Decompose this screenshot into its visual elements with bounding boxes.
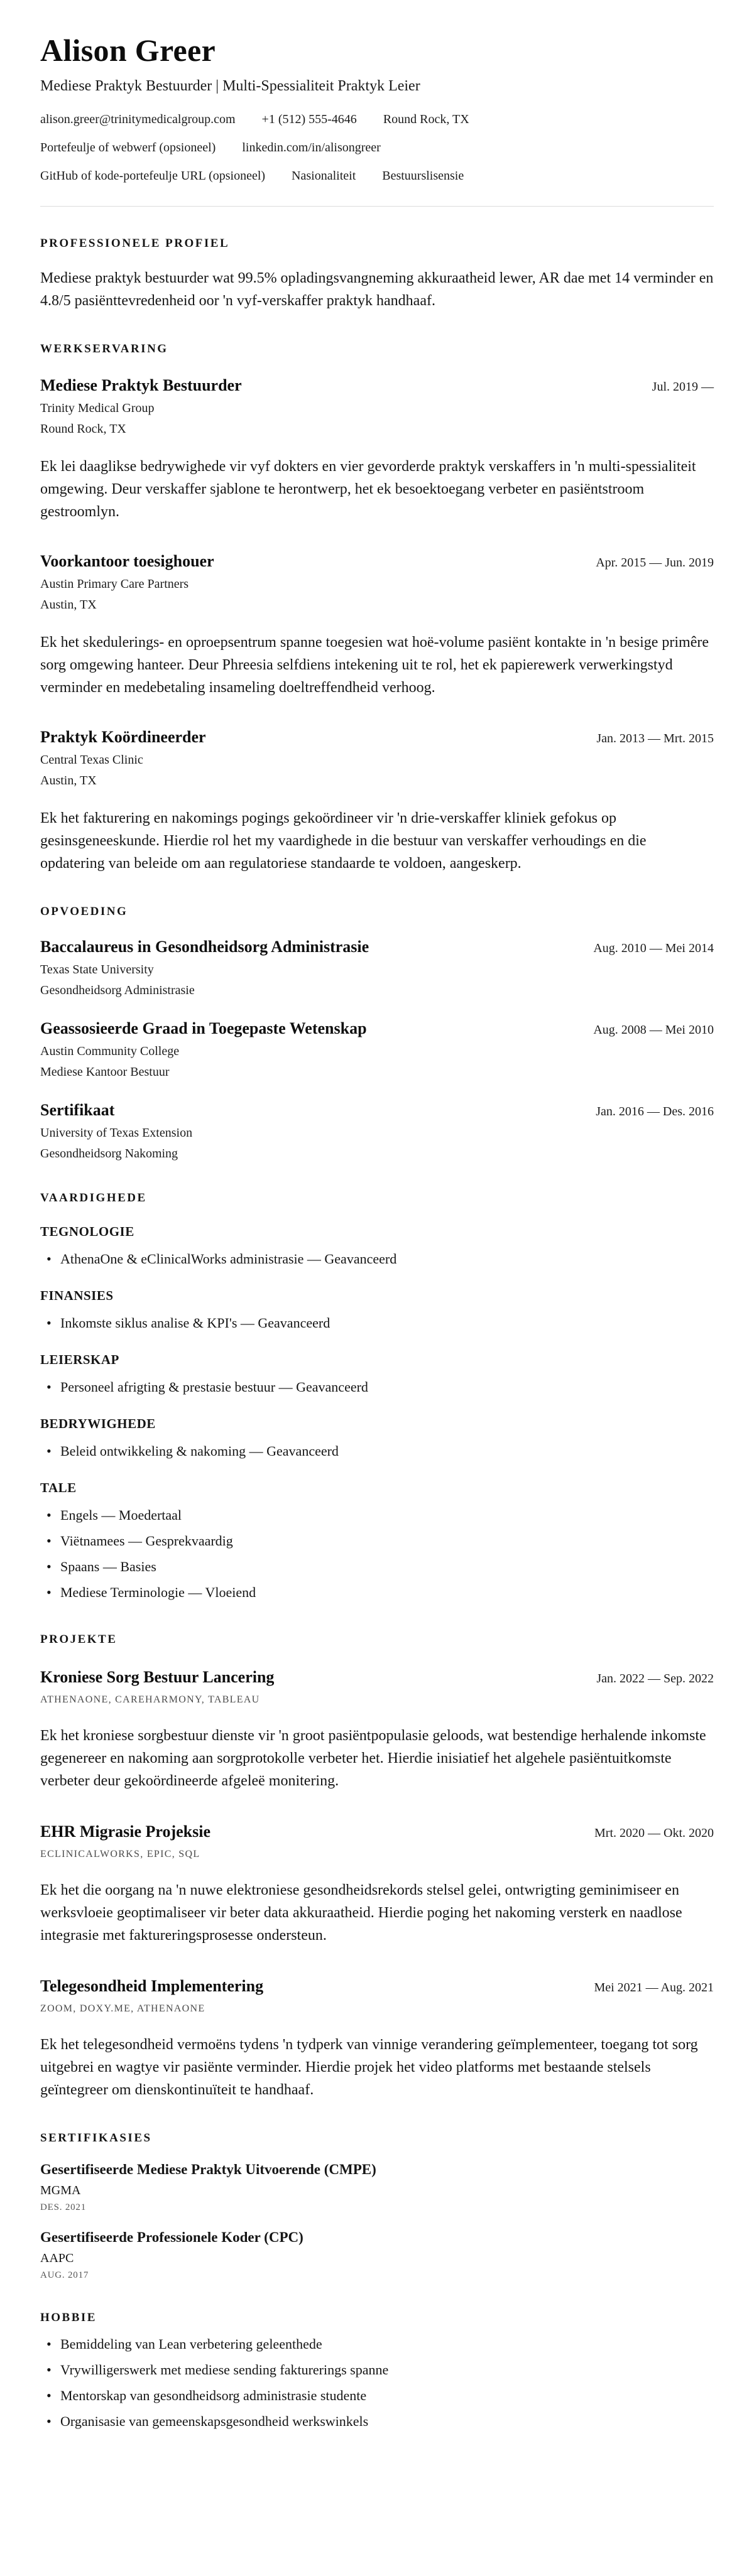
hobby-item: • Organisasie van gemeenskapsgesondheid werkswinkels [40, 2411, 714, 2432]
section-projects [40, 1633, 714, 2101]
section-certifications [40, 2131, 714, 2281]
skill-group-label: TEGNOLOGIE [40, 1224, 134, 1239]
education-dates: Aug. 2010 — Mei 2014 [593, 941, 714, 955]
profile-heading: PROFESSIONELE PROFIEL [40, 237, 230, 250]
skill-item: • Inkomste siklus analise & KPI's — Geavanceerd [40, 1312, 714, 1333]
location-text: Round Rock, TX [383, 112, 469, 126]
project-dates: Mei 2021 — Aug. 2021 [594, 1981, 714, 1994]
field-of-study: Mediese Kantoor Bestuur [40, 1065, 170, 1079]
degree-title: Sertifikaat [40, 1101, 115, 1119]
skill-item: • Personeel afrigting & prestasie bestuur — Geavanceerd [40, 1377, 714, 1397]
job-company: Trinity Medical Group [40, 401, 155, 415]
degree-title: Baccalaureus in Gesondheidsorg Administrasie [40, 938, 369, 956]
project-dates: Jan. 2022 — Sep. 2022 [596, 1672, 714, 1686]
skill-group-label: BEDRYWIGHEDE [40, 1416, 156, 1431]
language-list [40, 1505, 714, 1603]
education-dates: Jan. 2016 — Des. 2016 [596, 1105, 714, 1118]
language-item: • Mediese Terminologie — Vloeiend [40, 1582, 714, 1603]
skill-group [40, 1224, 714, 1269]
contact-row-2 [40, 141, 714, 155]
section-hobbies [40, 2311, 714, 2432]
section-profile [40, 237, 714, 312]
linkedin-text: linkedin.com/in/alisongreer [242, 141, 381, 154]
job-title: Mediese Praktyk Bestuurder [40, 376, 242, 394]
hobby-item: • Bemiddeling van Lean verbetering geleenthede [40, 2334, 714, 2354]
job-location: Austin, TX [40, 598, 97, 612]
skill-list [40, 1248, 714, 1269]
skill-list [40, 1377, 714, 1397]
job-company: Austin Primary Care Partners [40, 577, 189, 591]
skill-group-label: TALE [40, 1480, 77, 1495]
certification-title: Gesertifiseerde Professionele Koder (CPC) [40, 2229, 303, 2245]
skill-group [40, 1288, 714, 1333]
project-entry [40, 1822, 714, 1947]
experience-entry [40, 376, 714, 523]
project-description: Ek het die oorgang na 'n nuwe elektroniese gesondheidsrekords stelsel gelei, ontwrigting geminimiseer en werksvloeie geoptimaliseer vir beter data akkuraatheid. Hierdie poging het nakoming versterk en naadlose integrasie met faktureringsprosesse ondersteun. [40, 1882, 682, 1944]
job-title: Voorkantoor toesighouer [40, 552, 214, 570]
school-name: Texas State University [40, 963, 154, 977]
job-title: Praktyk Koördineerder [40, 728, 206, 746]
project-title: Kroniese Sorg Bestuur Lancering [40, 1668, 275, 1686]
project-tools: ATHENAONE, CAREHARMONY, TABLEAU [40, 1694, 260, 1705]
degree-title: Geassosieerde Graad in Toegepaste Wetenskap [40, 1019, 367, 1037]
resume-header [40, 33, 714, 183]
job-dates: Jan. 2013 — Mrt. 2015 [596, 732, 714, 745]
education-entry [40, 1101, 714, 1161]
language-item: • Spaans — Basies [40, 1556, 714, 1577]
candidate-headline: Mediese Praktyk Bestuurder | Multi-Spessialiteit Praktyk Leier [40, 78, 420, 94]
job-description: Ek het skedulerings- en oproepsentrum spanne toegesien wat hoë-volume pasiënt kontakte in 'n besige primêre sorg omgewing hanteer. Deur Phreesia selfdiens intekening uit te rol, het ek papierewerk verwerkingstyd verminder en medebetaling insameling doeltreffendheid verhoog. [40, 634, 709, 696]
certification-org: MGMA [40, 2184, 81, 2197]
certification-entry [40, 2229, 714, 2281]
job-company: Central Texas Clinic [40, 753, 143, 767]
candidate-name: Alison Greer [40, 33, 216, 68]
project-title: Telegesondheid Implementering [40, 1977, 264, 1995]
language-item: • Engels — Moedertaal [40, 1505, 714, 1525]
experience-entry-head [40, 728, 714, 747]
skill-group-label: FINANSIES [40, 1288, 114, 1303]
certification-title: Gesertifiseerde Mediese Praktyk Uitvoerende (CMPE) [40, 2162, 376, 2177]
drivers-license-label: Bestuurslisensie [382, 169, 464, 183]
education-entry-head [40, 1101, 714, 1120]
project-entry [40, 1668, 714, 1792]
certification-date: DES. 2021 [40, 2202, 87, 2212]
education-dates: Aug. 2008 — Mei 2010 [593, 1023, 714, 1037]
projects-heading: PROJEKTE [40, 1633, 117, 1646]
certifications-heading: SERTIFIKASIES [40, 2131, 152, 2145]
education-entry [40, 938, 714, 998]
skill-group [40, 1352, 714, 1397]
portfolio-placeholder-text: Portefeulje of webwerf (opsioneel) [40, 141, 216, 154]
skill-group [40, 1416, 714, 1461]
job-dates: Apr. 2015 — Jun. 2019 [596, 556, 714, 570]
education-entry [40, 1019, 714, 1080]
field-of-study: Gesondheidsorg Administrasie [40, 983, 195, 997]
education-entry-head [40, 938, 714, 956]
github-placeholder-text: GitHub of kode-portefeulje URL (opsioneel) [40, 169, 266, 183]
job-description: Ek het fakturering en nakomings pogings gekoördineer vir 'n drie-verskaffer kliniek gefokus op gesinsgeneeskunde. Hierdie rol het my vaardighede in die bestuur van verskaffer verhoudings en die opdatering van beleide om aan regulatoriese standaarde te voldoen, aangeskerp. [40, 810, 647, 872]
hobby-item: • Mentorskap van gesondheidsorg administrasie studente [40, 2385, 714, 2406]
section-skills [40, 1191, 714, 1603]
job-location: Round Rock, TX [40, 422, 126, 436]
experience-entry-head [40, 376, 714, 395]
experience-entry-head [40, 552, 714, 571]
skill-item: • Beleid ontwikkeling & nakoming — Geavanceerd [40, 1441, 714, 1461]
experience-entry [40, 728, 714, 875]
project-dates: Mrt. 2020 — Okt. 2020 [594, 1826, 714, 1840]
school-name: University of Texas Extension [40, 1126, 193, 1140]
project-description: Ek het telegesondheid vermoëns tydens 'n tydperk van vinnige verandering geïmplementeer, toegang tot sorg uitgebrei en wagtye vir pasiënte verminder. Hierdie projek het video platforms met bestaande stelsels geïntegreer om dienskontinuïteit te handhaaf. [40, 2037, 698, 2098]
skill-group [40, 1480, 714, 1603]
certification-date: AUG. 2017 [40, 2270, 89, 2280]
nationality-label: Nasionaliteit [292, 169, 356, 183]
experience-heading: WERKSERVARING [40, 342, 168, 355]
section-education [40, 905, 714, 1161]
hobbies-heading: HOBBIE [40, 2311, 97, 2324]
profile-summary: Mediese praktyk bestuurder wat 99.5% opladingsvangneming akkuraatheid lewer, AR dae met 14 verminder en 4.8/5 pasiënttevredenheid oor 'n vyf-verskaffer praktyk handhaaf. [40, 270, 714, 309]
job-description: Ek lei daaglikse bedrywighede vir vyf dokters en vier gevorderde praktyk verskaffers in 'n multi-spessialiteit omgewing. Deur verskaffer sjablone te herontwerp, het ek besoektoegang verbeter en pasiëntstroom gestroomlyn. [40, 458, 696, 520]
certification-entry [40, 2162, 714, 2213]
job-location: Austin, TX [40, 774, 97, 787]
hobby-item: • Vrywilligerswerk met mediese sending fakturerings spanne [40, 2359, 714, 2380]
project-entry-head [40, 1668, 714, 1687]
header-divider [40, 206, 714, 207]
field-of-study: Gesondheidsorg Nakoming [40, 1147, 178, 1161]
contact-row-3 [40, 169, 714, 183]
contact-row-1 [40, 112, 714, 127]
certification-org: AAPC [40, 2251, 74, 2265]
job-dates: Jul. 2019 — [652, 380, 714, 394]
experience-entry [40, 552, 714, 699]
project-tools: ECLINICALWORKS, EPIC, SQL [40, 1849, 200, 1859]
school-name: Austin Community College [40, 1044, 180, 1058]
skill-list [40, 1312, 714, 1333]
phone-text: +1 (512) 555-4646 [261, 112, 357, 126]
skills-heading: VAARDIGHEDE [40, 1191, 147, 1204]
skill-item: • AthenaOne & eClinicalWorks administrasie — Geavanceerd [40, 1248, 714, 1269]
education-entry-head [40, 1019, 714, 1038]
project-entry-head [40, 1822, 714, 1841]
education-heading: OPVOEDING [40, 905, 128, 918]
language-item: • Viëtnamees — Gesprekvaardig [40, 1530, 714, 1551]
skill-list [40, 1441, 714, 1461]
skill-group-label: LEIERSKAP [40, 1352, 119, 1367]
project-entry-head [40, 1977, 714, 1996]
project-entry [40, 1977, 714, 2101]
project-tools: ZOOM, DOXY.ME, ATHENAONE [40, 2003, 205, 2014]
section-experience [40, 342, 714, 875]
email-text: alison.greer@trinitymedicalgroup.com [40, 112, 236, 126]
project-description: Ek het kroniese sorgbestuur dienste vir 'n groot pasiëntpopulasie geloods, wat bestendige herhalende inkomste gegenereer en nakoming aan sorgprotokolle verbeter het. Hierdie inisiatief het algehele pasiëntuitkomste verbeter deur gekoördineerde afgeleë monitering. [40, 1728, 706, 1789]
project-title: EHR Migrasie Projeksie [40, 1822, 211, 1841]
hobby-list [40, 2334, 714, 2432]
